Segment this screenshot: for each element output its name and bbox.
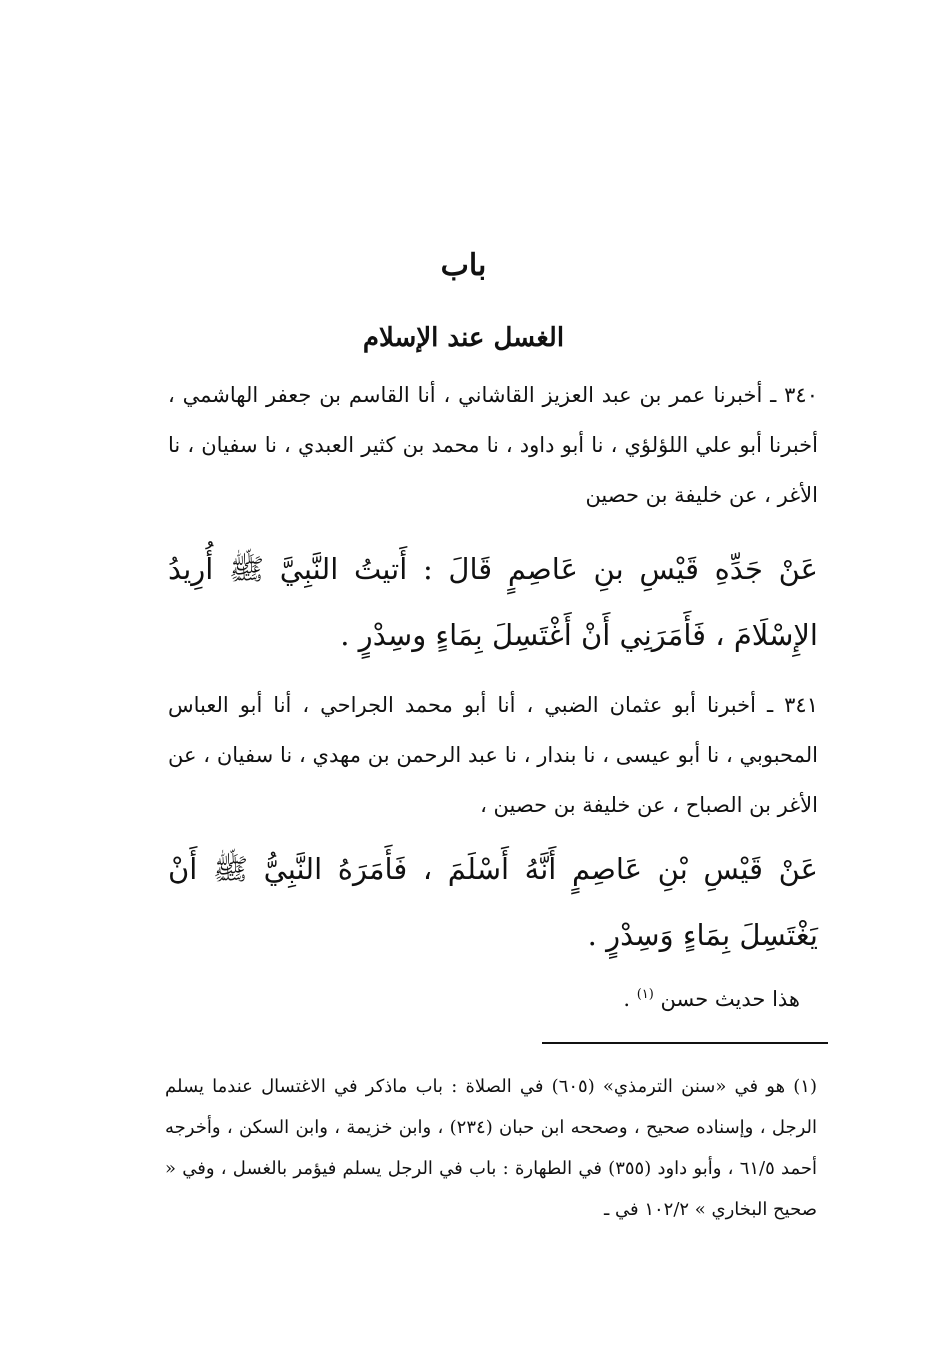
hadith-341-matn: عَنْ قَيْسِ بْنِ عَاصِمٍ أَنَّهُ أَسْلَمَ ، فَأَمَرَهُ النَّبِيُّ ﷺ أَنْ يَغْتَسِلَ بِمَاءٍ وَسِدْرٍ . [168,852,818,952]
footnote-marker: (١) [636,987,654,1002]
chapter-label: باب [440,248,487,283]
hadith-340-isnad: ٣٤٠ ـ أخبرنا عمر بن عبد العزيز القاشاني ، أنا القاسم بن جعفر الهاشمي ، أخبرنا أبو علي اللؤلؤي ، نا أبو داود ، نا محمد بن كثير العبدي ، نا سفيان ، نا الأغر ، عن خليفة بن حصين [168,383,818,507]
hadith-340-matn: عَنْ جَدِّهِ قَيْسِ بنِ عَاصِمٍ قَالَ : أَتيتُ النَّبِيَّ ﷺ أُرِيدُ الإِسْلَامَ ، فَأَمَرَنِي أَنْ أَغْتَسِلَ بِمَاءٍ وسِدْرٍ . [168,552,818,652]
verdict-end: . [623,987,631,1011]
footnote: (١) هو في «سنن الترمذي» (٦٠٥) في الصلاة : باب ماذكر في الاغتسال عندما يسلم الرجل ، وإسناده صحيح ، وصححه ابن حبان (٢٣٤) ، وابن خزيمة ، وابن السكن ، وأخرجه أحمد ٦١/٥ ، وأبو داود (٣٥٥) في الطهارة : باب في الرجل يسلم فيؤمر بالغسل ، وفي « صحيح البخاري » ١٠٢/٢ في ـ [165,1076,817,1220]
footnote-divider [542,1042,828,1044]
verdict-text: هذا حديث حسن [660,987,800,1011]
chapter-title: الغسل عند الإسلام [362,323,565,353]
hadith-341-verdict [300,970,800,1024]
hadith-341-isnad: ٣٤١ ـ أخبرنا أبو عثمان الضبي ، أنا أبو محمد الجراحي ، أنا أبو العباس المحبوبي ، نا أبو عيسى ، نا بندار ، نا عبد الرحمن بن مهدي ، نا سفيان ، عن الأغر بن الصباح ، عن خليفة بن حصين ، [168,693,818,817]
